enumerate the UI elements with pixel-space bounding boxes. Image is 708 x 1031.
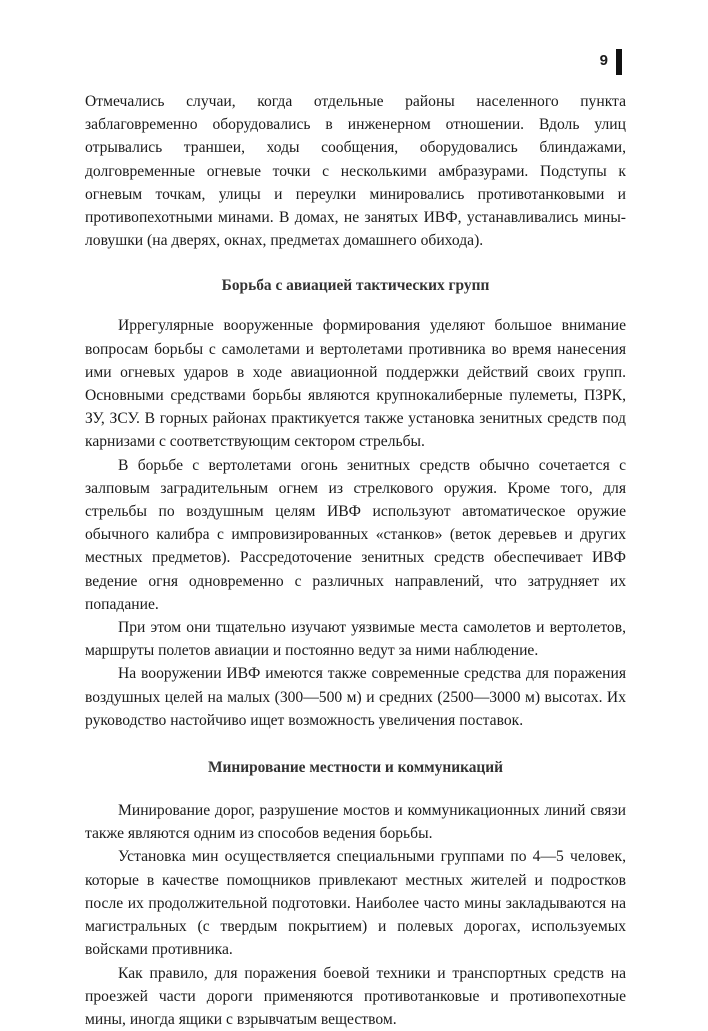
intro-paragraph: Отмечались случаи, когда отдельные районы населенного пункта заблаговременно оборудовались в инженерном отношении. Вдоль улиц отрывались траншеи, ходы сообщения, оборудовались блиндажами, долговременные огневые точки с несколькими амбразурами. Подступы к огневым точкам, улицы и переулки минировались противотанковыми и противопехотными минами. В домах, не занятых ИВФ, устанавливались мины-ловушки (на дверях, окнах, предметах домашнего обихода).: [85, 90, 626, 252]
section1-paragraph-2: В борьбе с вертолетами огонь зенитных средств обычно сочетается с залповым заградительным огнем из стрелкового оружия. Кроме того, для стрельбы по воздушным целям ИВФ используют автоматическое оружие обычного калибра с импровизированных «станков» (веток деревьев и других местных предметов). Рассредоточение зенитных средств обеспечивает ИВФ ведение огня одновременно с различных направлений, что затрудняет их попадание.: [85, 454, 626, 616]
page-body: [85, 90, 626, 1031]
section-heading-mining: Минирование местности и коммуникаций: [85, 756, 626, 779]
section1-paragraph-1: Иррегулярные вооруженные формирования уделяют большое внимание вопросам борьбы с самолетами и вертолетами противника во время нанесения ими огневых ударов в ходе авиационной поддержки действий своих групп. Основными средствами борьбы являются крупнокалиберные пулеметы, ПЗРК, ЗУ, ЗСУ. В горных районах практикуется также установка зенитных средств под карнизами с соответствующим сектором стрельбы.: [85, 314, 626, 453]
page-number: 9: [600, 52, 608, 69]
section-heading-aviation: Борьба с авиацией тактических групп: [85, 274, 626, 297]
page-number-bar: [616, 49, 622, 75]
section1-paragraph-4: На вооружении ИВФ имеются также современные средства для поражения воздушных целей на малых (300—500 м) и средних (2500—3000 м) высотах. Их руководство настойчиво ищет возможность увеличения поставок.: [85, 662, 626, 732]
section1-paragraph-3: При этом они тщательно изучают уязвимые места самолетов и вертолетов, маршруты полетов авиации и постоянно ведут за ними наблюдение.: [85, 616, 626, 662]
section2-paragraph-2: Установка мин осуществляется специальными группами по 4—5 человек, которые в качестве помощников привлекают местных жителей и подростков после их продолжительной подготовки. Наиболее часто мины закладываются на магистральных (с твердым покрытием) и полевых дорогах, используемых войсками противника.: [85, 845, 626, 961]
section2-paragraph-1: Минирование дорог, разрушение мостов и коммуникационных линий связи также являются одним из способов ведения борьбы.: [85, 799, 626, 845]
section2-paragraph-3: Как правило, для поражения боевой техники и транспортных средств на проезжей части дороги применяются противотанковые и противопехотные мины, иногда ящики с взрывчатым веществом.: [85, 962, 626, 1031]
